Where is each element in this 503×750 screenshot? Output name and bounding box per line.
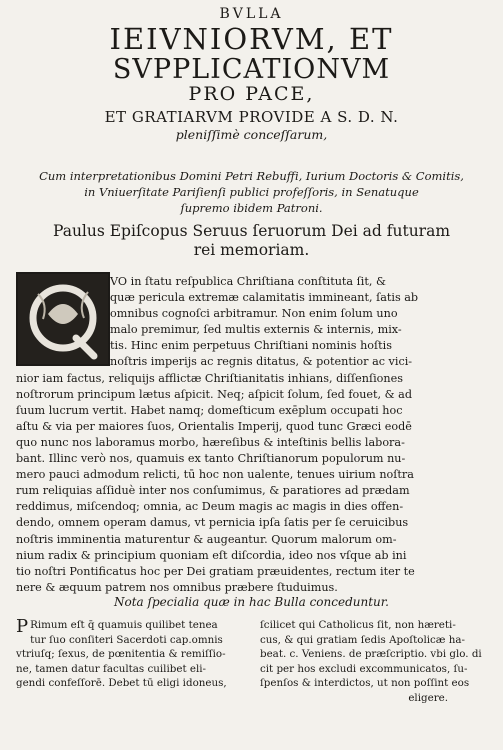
title-line-6: pleniſſimè conceſſarum, — [175, 127, 328, 142]
subtitle — [20, 168, 483, 216]
left-col-line: gendi confeſſorē. Debet tū eligi idoneus, — [16, 677, 227, 690]
body-text — [16, 274, 486, 596]
initial-p: P — [16, 616, 29, 637]
right-column — [260, 618, 488, 706]
title-line-4: PRO PACE, — [188, 83, 315, 105]
heading-line: rei memoriam. — [193, 241, 310, 259]
body-line: tio noſtri Pontificatus hoc per Dei gratiam præuidentes, rectum iter te — [16, 564, 415, 578]
section-heading — [20, 222, 483, 260]
left-col-line: Rimum eſt q̄ quamuis quilibet tenea — [30, 619, 218, 631]
body-line: rum reliquias aſſiduè inter nos conſumimus, & paratiores ad prædam — [16, 484, 410, 498]
body-line: bant. Illinc verò nos, quamuis ex tanto Chriſtianorum populorum nu- — [16, 452, 406, 466]
body-line: noſtrorum principum lætus aſpicit. Neq; aſpicit ſolum, ſed fouet, & ad — [16, 387, 412, 401]
body-line: quo nunc nos laboramus morbo, hæreſibus & inteſtinis bellis labora- — [16, 435, 405, 449]
body-line: VO in ſtatu reſpublica Chriſtiana conſtituta ſit, & — [110, 275, 386, 288]
heading-line: Paulus Epiſcopus Seruus ſeruorum Dei ad futuram — [52, 222, 451, 240]
right-col-line: ſcilicet qui Catholicus ſit, non hæreti- — [260, 619, 456, 631]
body-line: mero pauci admodum relicti, tū hoc non ualente, tenues uirium noſtra — [16, 468, 414, 482]
right-col-line: cit per hos excludi excommunicatos, ſu- — [260, 662, 468, 675]
nota-heading: Nota ſpecialia quæ in hac Bulla conceduntur. — [113, 595, 389, 609]
left-col-line: ne, tamen datur facultas cuilibet eli- — [16, 662, 207, 675]
body-line: reddimus, miſcendoq; omnia, ac Deum magis ac magis in dies offen- — [16, 500, 404, 514]
subtitle-line: in Vniuerſitate Pariſienſi publici profeſſoris, in Senatuque — [84, 185, 419, 199]
right-col-line: ſpenſos & interdictos, ut non poſſint eos — [260, 677, 470, 690]
left-column — [16, 618, 238, 691]
subtitle-line: Cum interpretationibus Domini Petri Rebuffi, Iurium Doctoris & Comitis, — [39, 169, 464, 183]
body-line: tis. Hinc enim perpetuus Chriſtiani nominis hoſtis — [110, 339, 392, 353]
title-line-2: IEIVNIORVM, ET — [109, 22, 394, 56]
title-block — [0, 6, 503, 143]
right-col-line: beat. c. Veniens. de præſcriptio. vbi glo. di — [260, 648, 482, 661]
title-line-3: SVPPLICATIONVM — [112, 54, 391, 85]
body-line: quæ pericula extremæ calamitatis immineant, ſatis ab — [110, 291, 419, 305]
body-line: ſuum lucrum vertit. Habet namq; domeſticum exēplum occupati hoc — [16, 403, 403, 417]
left-col-line: tur ſuo conſiteri Sacerdoti cap.omnis — [30, 633, 223, 646]
body-line: noſtris imminentia maturentur & augeantur. Quorum malorum om- — [16, 532, 397, 546]
body-line: dendo, omnem operam damus, vt pernicia ipſa ſatis per ſe ceruicibus — [16, 516, 409, 530]
left-col-line: vtriuſq; ſexus, de pœnitentia & remiſſio- — [16, 648, 226, 661]
subtitle-line: ſupremo ibidem Patroni. — [180, 201, 323, 215]
right-col-line: cus, & qui gratiam ſedis Apoſtolicæ ha- — [260, 633, 465, 646]
title-line-5: ET GRATIARVM PROVIDE A S. D. N. — [104, 108, 399, 126]
body-line: nium radix & principium quoniam eſt diſcordia, ideo nos vſque ab ini — [16, 548, 407, 562]
body-line: nior iam factus, reliquijs afflictæ Chriſtianitatis inhians, diſſenſiones — [16, 371, 403, 385]
title-line-1: BVLLA — [219, 6, 284, 22]
body-line: noſtris imperijs ac regnis ditatus, & potentior ac vici- — [110, 355, 413, 369]
right-col-line: eligere. — [408, 691, 448, 704]
body-line: malo premimur, ſed multis externis & internis, mix- — [110, 323, 402, 337]
body-line: nere & æquum patrem nos omnibus præbere ſtuduimus. — [16, 580, 338, 594]
body-line: aſtu & via per maiores ſuos, Orientalis Imperij, quod tunc Græci eodē — [16, 419, 412, 433]
body-line: omnibus cognoſci arbitramur. Non enim ſolum uno — [110, 307, 398, 321]
